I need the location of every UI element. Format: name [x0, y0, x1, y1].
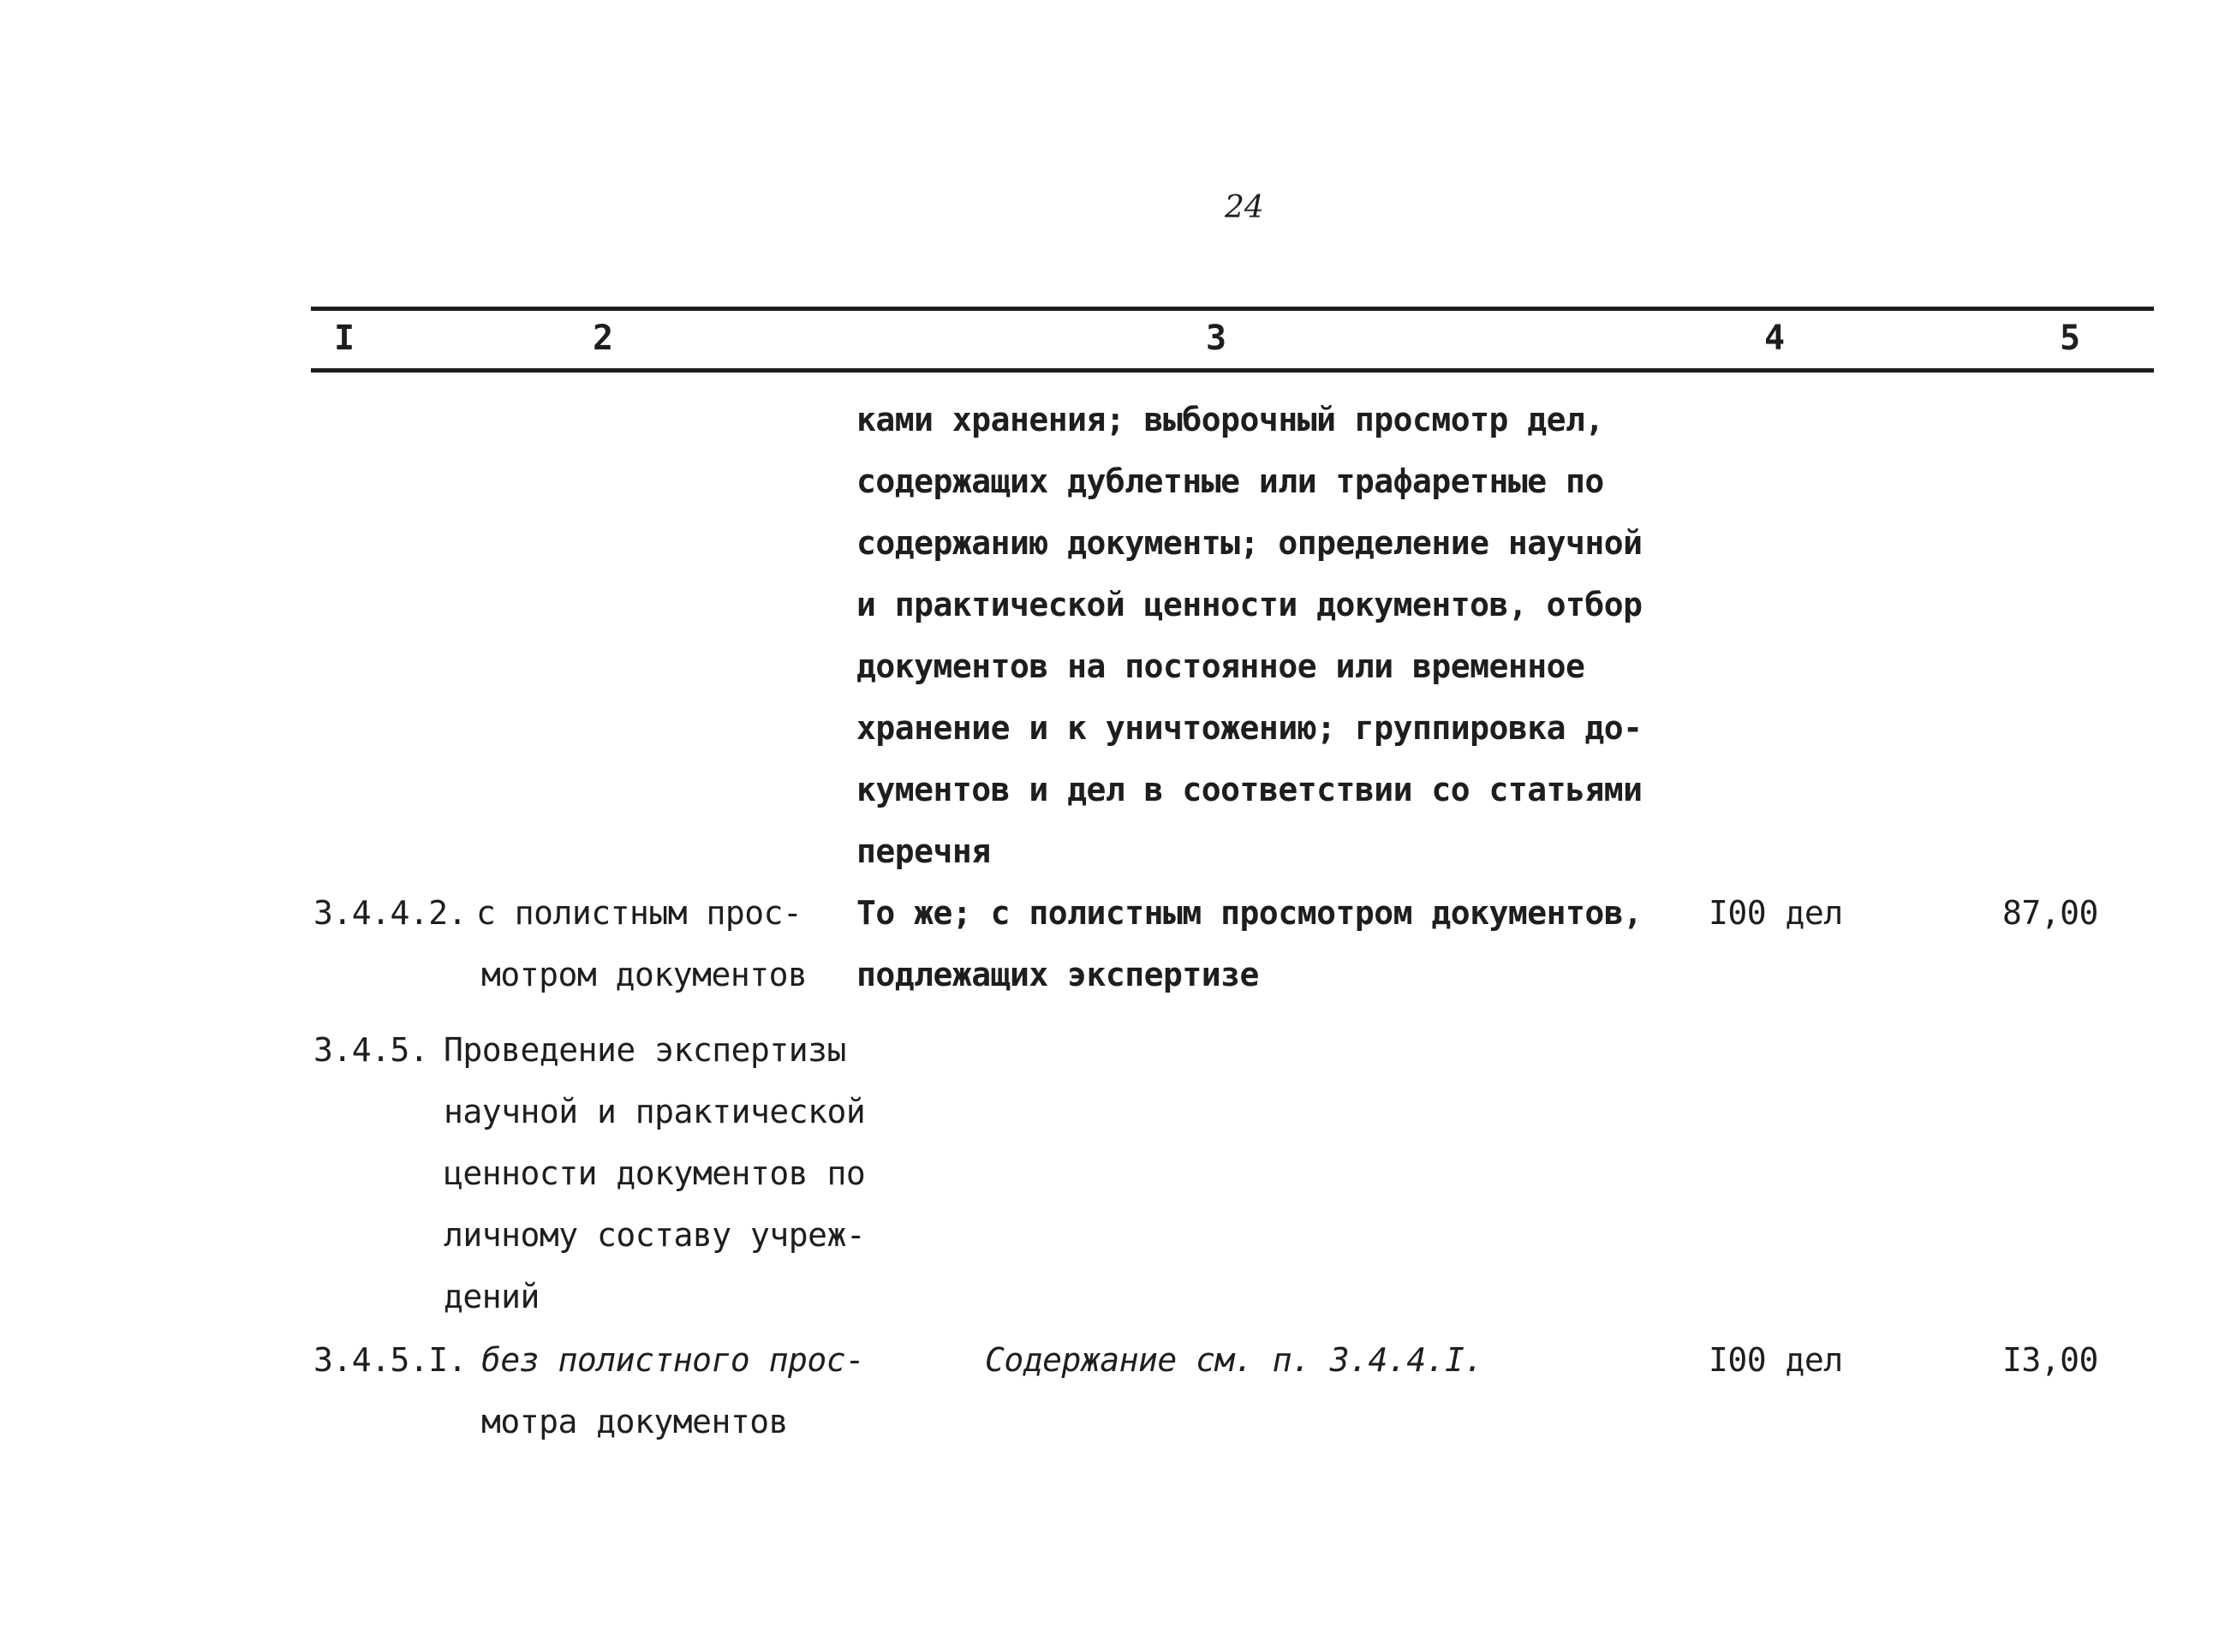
table-top-rule: [311, 307, 2154, 311]
text-line: содержащих дублетные или трафаретные по: [856, 462, 1604, 500]
table-header-rule: [311, 368, 2154, 373]
item-name-line: мотра документов: [481, 1403, 789, 1440]
item-content-line: То же; с полистным просмотром документов,: [856, 894, 1643, 932]
item-name-line: Проведение экспертизы: [444, 1031, 846, 1069]
text-line: документов на постоянное или временное: [856, 647, 1585, 685]
item-value: 87,00: [2002, 894, 2098, 932]
text-line: перечня: [856, 832, 991, 870]
text-line: и практической ценности документов, отбор: [856, 586, 1643, 623]
item-name-line: личному составу учреж-: [444, 1216, 866, 1254]
column-header-3: 3: [1206, 319, 1227, 358]
text-line: ками хранения; выборочный просмотр дел,: [856, 401, 1604, 438]
page-number: 24: [1225, 190, 1264, 225]
item-name-line: научной и практической: [444, 1093, 866, 1130]
item-number: 3.4.5.I.: [313, 1341, 468, 1379]
item-name-line: ценности документов по: [444, 1154, 866, 1192]
item-number: 3.4.5.: [313, 1031, 429, 1069]
item-unit: I00 дел: [1709, 894, 1843, 932]
item-name-line: мотром документов: [481, 956, 808, 993]
item-name-line: без полистного прос-: [481, 1341, 865, 1379]
item-value: I3,00: [2002, 1341, 2098, 1379]
item-name-line: дений: [444, 1278, 540, 1315]
column-header-4: 4: [1764, 319, 1786, 358]
column-header-2: 2: [593, 319, 614, 358]
item-content-line: Содержание см. п. 3.4.4.I.: [985, 1341, 1483, 1379]
item-unit: I00 дел: [1709, 1341, 1843, 1379]
text-line: содержанию документы; определение научной: [856, 524, 1643, 562]
text-line: хранение и к уничтожению; группировка до-: [856, 709, 1643, 747]
column-header-1: I: [334, 319, 355, 358]
item-content-line: подлежащих экспертизе: [856, 956, 1259, 993]
item-name-line: с полистным прос-: [476, 894, 802, 932]
text-line: кументов и дел в соответствии со статьями: [856, 771, 1643, 808]
column-header-5: 5: [2060, 319, 2081, 358]
item-number: 3.4.4.2.: [313, 894, 468, 932]
